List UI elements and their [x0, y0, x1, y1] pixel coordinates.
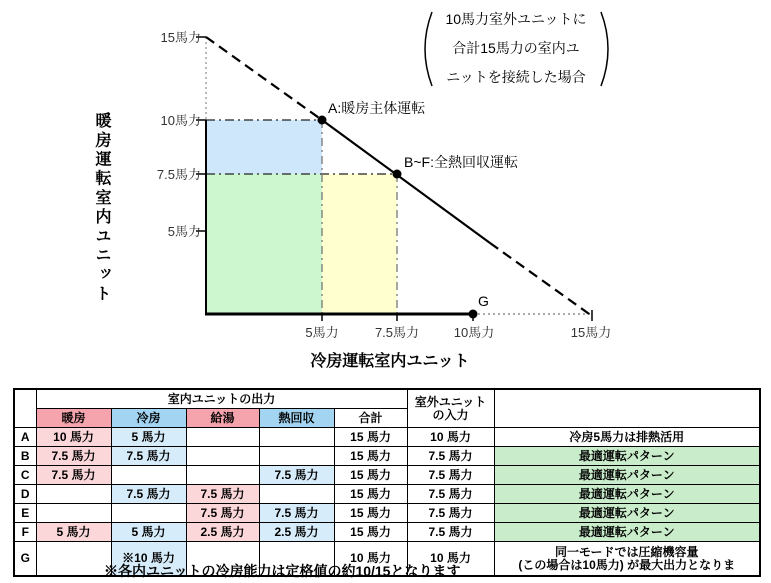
x-tick-label-7-5: 7.5馬力 [374, 325, 420, 340]
x-axis-title: 冷房運転室内ユニット [310, 353, 470, 370]
cell-remark-line2: (この場合は10馬力) が最大出力となりま [518, 557, 736, 572]
cell-remark: 最適運転パターン [494, 485, 760, 504]
annotation-line1: 10馬力室外ユニットに [445, 11, 587, 27]
point-b [393, 170, 402, 179]
cell-remark: 最適運転パターン [494, 466, 760, 485]
cell-hotwater: 7.5 馬力 [186, 504, 259, 523]
cell-cooling [111, 504, 186, 523]
point-a [318, 116, 327, 125]
point-bf-label: B~F:全熱回収運転 [404, 154, 518, 170]
cell-remark: 最適運転パターン [494, 504, 760, 523]
region-blue-heating-main [206, 120, 322, 174]
row-label: D [14, 485, 36, 504]
table-row [14, 428, 760, 447]
boundary-line-dashed-upper [206, 37, 322, 120]
header-total: 合計 [334, 409, 407, 428]
cell-cooling: 5 馬力 [111, 523, 186, 542]
header-remarks [494, 389, 760, 428]
operation-table [13, 388, 761, 577]
region-yellow-heat-recovery [322, 174, 397, 314]
cell-hotwater: 2.5 馬力 [186, 523, 259, 542]
corner-cell [14, 389, 36, 428]
cell-cooling: ※10 馬力 [111, 542, 186, 577]
point-g-label: G [478, 293, 489, 309]
cell-remark: 最適運転パターン [494, 447, 760, 466]
cell-cooling: 5 馬力 [111, 428, 186, 447]
y-axis-title: 暖房運転室内ユニット [93, 112, 110, 304]
cell-heatrecovery [259, 447, 334, 466]
header-hot-water: 給湯 [186, 409, 259, 428]
cell-heatrecovery: 7.5 馬力 [259, 504, 334, 523]
cell-total: 15 馬力 [334, 466, 407, 485]
header-heating: 暖房 [36, 409, 111, 428]
cell-total: 15 馬力 [334, 523, 407, 542]
x-tick-label-10: 10馬力 [453, 325, 495, 340]
row-label: G [14, 542, 36, 577]
cell-heatrecovery: 2.5 馬力 [259, 523, 334, 542]
cell-heating [36, 504, 111, 523]
annotation-paren-right [601, 12, 608, 86]
header-outdoor-input [407, 389, 494, 428]
y-tick-label-10: 10馬力 [160, 113, 201, 128]
annotation-line3: ニットを接続した場合 [446, 69, 586, 85]
boundary-line-dashed-lower [490, 243, 592, 316]
cell-heating: 7.5 馬力 [36, 466, 111, 485]
annotation-paren-left [425, 12, 432, 86]
cell-cooling [111, 466, 186, 485]
cell-remark [494, 542, 760, 577]
cell-outdoor-input: 7.5 馬力 [407, 447, 494, 466]
y-tick-label-15: 15馬力 [160, 30, 201, 45]
y-tick-label-5: 5馬力 [167, 224, 201, 239]
cell-outdoor-input: 7.5 馬力 [407, 466, 494, 485]
header-indoor-output: 室内ユニットの出力 [36, 389, 407, 409]
table-row [14, 523, 760, 542]
region-green-base [206, 174, 322, 314]
row-label: E [14, 504, 36, 523]
cell-heatrecovery [259, 485, 334, 504]
cell-cooling: 7.5 馬力 [111, 485, 186, 504]
x-tick-label-5: 5馬力 [305, 325, 339, 340]
header-heat-recovery: 熱回収 [259, 409, 334, 428]
point-a-label: A:暖房主体運転 [328, 100, 426, 116]
cell-hotwater: 7.5 馬力 [186, 485, 259, 504]
annotation-line2: 合計15馬力の室内ユ [452, 40, 580, 56]
cell-total: 15 馬力 [334, 485, 407, 504]
cell-heating: 10 馬力 [36, 428, 111, 447]
row-label: A [14, 428, 36, 447]
cell-total: 15 馬力 [334, 447, 407, 466]
cell-total: 10 馬力 [334, 542, 407, 577]
header-outdoor-input-line1: 室外ユニット [414, 394, 487, 409]
cell-hotwater [186, 428, 259, 447]
table-row [14, 447, 760, 466]
operation-table-wrap [13, 388, 761, 577]
cell-remark: 冷房5馬力は排熱活用 [494, 428, 760, 447]
header-cooling: 冷房 [111, 409, 186, 428]
cell-outdoor-input: 10 馬力 [407, 542, 494, 577]
cell-outdoor-input: 10 馬力 [407, 428, 494, 447]
header-outdoor-input-line2: の入力 [432, 407, 469, 422]
cell-total: 15 馬力 [334, 504, 407, 523]
cell-heatrecovery [259, 428, 334, 447]
cell-total: 15 馬力 [334, 428, 407, 447]
cell-cooling: 7.5 馬力 [111, 447, 186, 466]
cell-heating [36, 485, 111, 504]
y-tick-label-7-5: 7.5馬力 [156, 167, 201, 182]
point-g [469, 310, 478, 319]
cell-heating [36, 542, 111, 577]
cell-heatrecovery: 7.5 馬力 [259, 466, 334, 485]
cell-outdoor-input: 7.5 馬力 [407, 485, 494, 504]
cell-outdoor-input: 7.5 馬力 [407, 523, 494, 542]
row-label: C [14, 466, 36, 485]
row-label: B [14, 447, 36, 466]
cell-heating: 7.5 馬力 [36, 447, 111, 466]
cell-heating: 5 馬力 [36, 523, 111, 542]
cell-remark: 最適運転パターン [494, 523, 760, 542]
cell-remark-line1: 同一モードでは圧縮機容量 [555, 544, 699, 559]
table-row [14, 466, 760, 485]
table-row [14, 485, 760, 504]
cell-hotwater [186, 466, 259, 485]
x-tick-label-15: 15馬力 [570, 325, 612, 340]
table-row [14, 504, 760, 523]
row-label: F [14, 523, 36, 542]
footnote: ※各内ユニットの冷房能力は定格値の約10/15となります [104, 563, 461, 579]
cell-hotwater [186, 447, 259, 466]
cell-outdoor-input: 7.5 馬力 [407, 504, 494, 523]
